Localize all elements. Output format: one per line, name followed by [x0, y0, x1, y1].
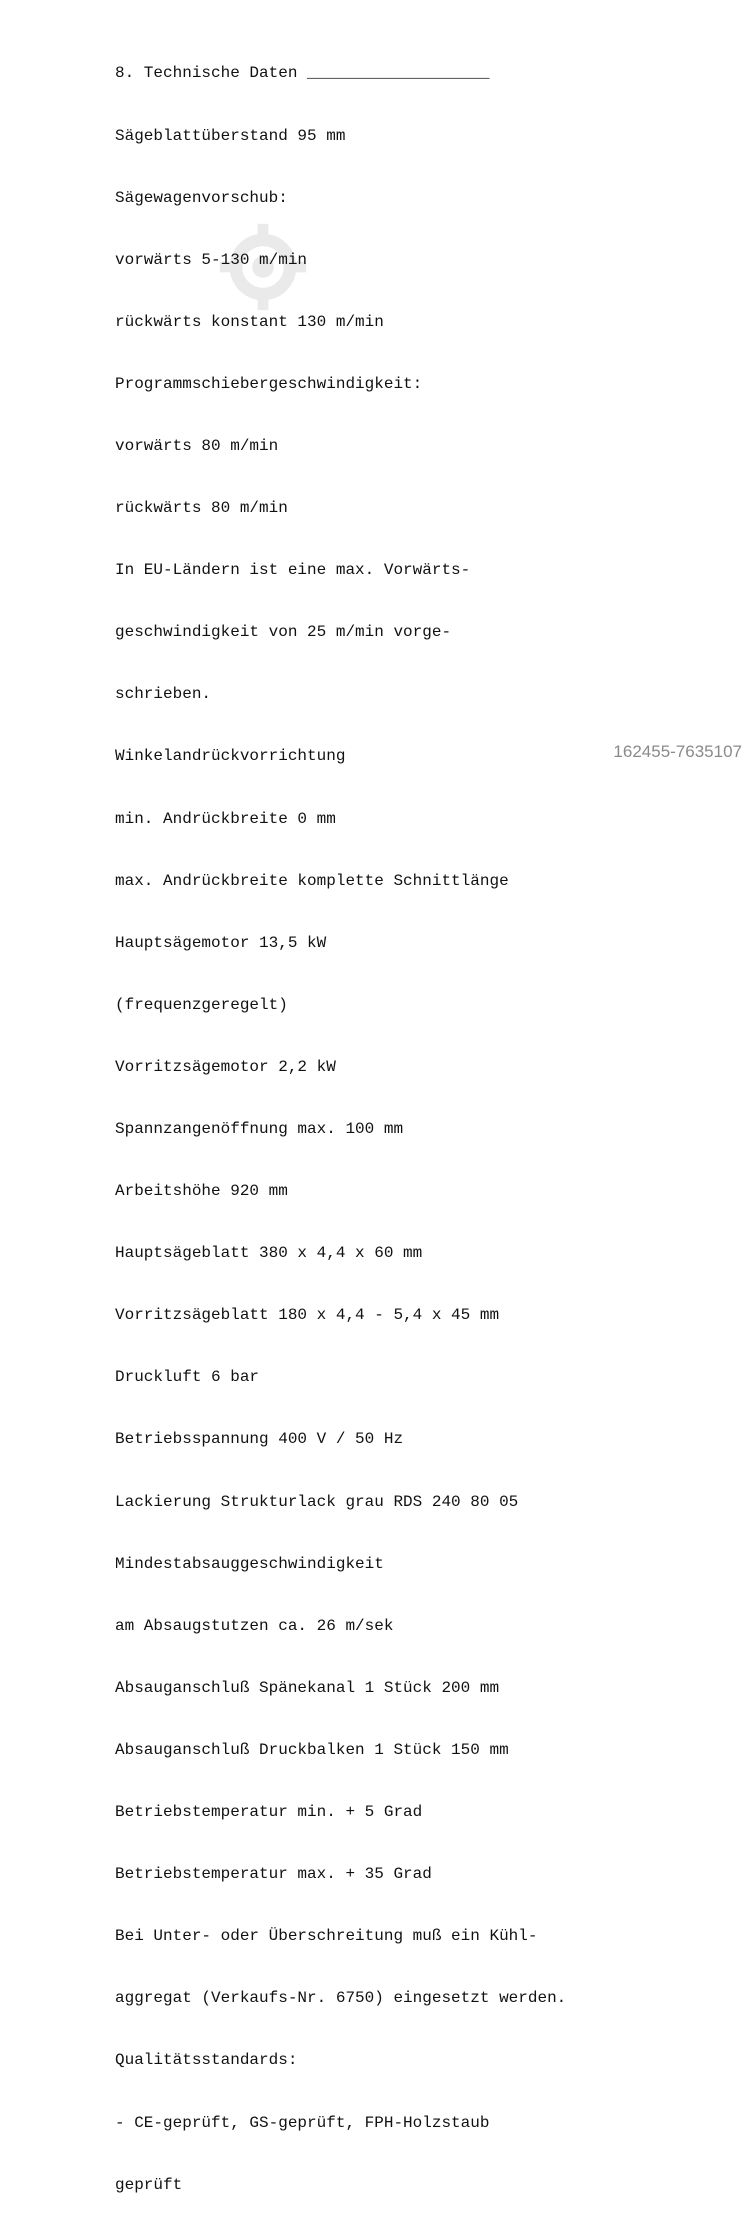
spec-line: rückwärts 80 m/min — [115, 499, 288, 518]
spec-line: Mindestabsauggeschwindigkeit — [115, 1554, 384, 1573]
spec-line: vorwärts 80 m/min — [115, 436, 279, 455]
spec-line: Vorritzsägemotor 2,2 kW — [115, 1057, 336, 1076]
spec-line: Spannzangenöffnung max. 100 mm — [115, 1120, 404, 1138]
spec-line: vorwärts 5-130 m/min — [115, 250, 308, 269]
spec-line: Vorritzsägeblatt 180 x 4,4 - 5,4 x 45 mm — [115, 1306, 500, 1325]
spec-line: Betriebsspannung 400 V / 50 Hz — [115, 1430, 404, 1449]
spec-line: am Absaugstutzen ca. 26 m/sek — [115, 1616, 394, 1635]
spec-line: Programmschiebergeschwindigkeit: — [115, 374, 423, 393]
spec-line: - CE-geprüft, GS-geprüft, FPH-Holzstaub — [115, 2113, 490, 2132]
spec-line: geprüft — [115, 2175, 183, 2194]
spec-line: Lackierung Strukturlack grau RDS 240 80 05 — [115, 1492, 519, 1511]
spec-line: Qualitätsstandards: — [115, 2051, 298, 2070]
spec-line: (frequenzgeregelt) — [115, 995, 288, 1014]
technical-data-list — [115, 22, 566, 2216]
spec-line: max. Andrückbreite komplette Schnittlänge — [115, 871, 509, 890]
spec-line: In EU-Ländern ist eine max. Vorwärts- — [115, 561, 471, 580]
spec-line: rückwärts konstant 130 m/min — [115, 312, 384, 331]
spec-line: Winkelandrückvorrichtung — [115, 747, 346, 766]
spec-line: Absauganschluß Druckbalken 1 Stück 150 mm — [115, 1740, 509, 1759]
spec-line: Arbeitshöhe 920 mm — [115, 1182, 288, 1201]
spec-line: Druckluft 6 bar — [115, 1368, 260, 1387]
spec-line: geschwindigkeit von 25 m/min vorge- — [115, 623, 452, 642]
spec-line: schrieben. — [115, 685, 212, 704]
spec-line: min. Andrückbreite 0 mm — [115, 809, 336, 828]
spec-line: Sägeblattüberstand 95 mm — [115, 126, 346, 145]
spec-line: Betriebstemperatur min. + 5 Grad — [115, 1803, 423, 1822]
section-heading: 8. Technische Daten ___________________ — [115, 64, 490, 83]
spec-line: aggregat (Verkaufs-Nr. 6750) eingesetzt werden. — [115, 1989, 567, 2008]
spec-line: Sägewagenvorschub: — [115, 188, 288, 207]
spec-line: Bei Unter- oder Überschreitung muß ein Kühl- — [115, 1927, 538, 1946]
reference-id: 162455-7635107 — [613, 742, 742, 761]
spec-line: Hauptsägemotor 13,5 kW — [115, 933, 327, 952]
spec-line: Hauptsägeblatt 380 x 4,4 x 60 mm — [115, 1244, 423, 1263]
spec-line: Betriebstemperatur max. + 35 Grad — [115, 1865, 432, 1884]
spec-line: Absauganschluß Spänekanal 1 Stück 200 mm — [115, 1678, 500, 1697]
